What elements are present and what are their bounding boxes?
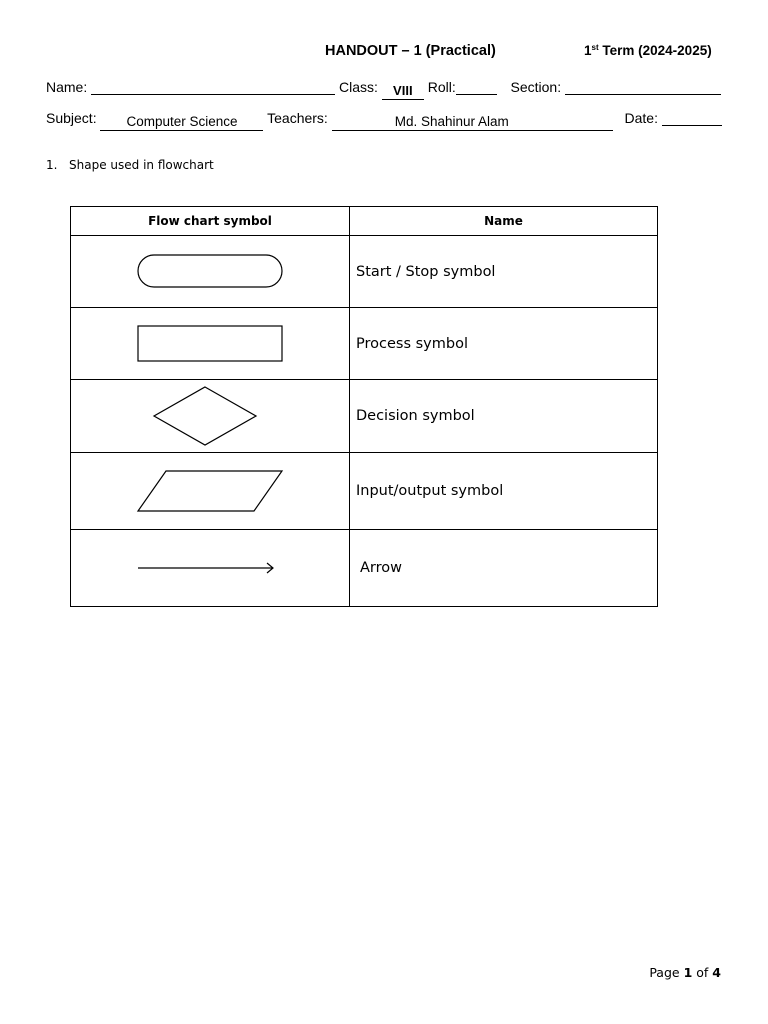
- arrow-icon: [135, 560, 285, 576]
- roll-field[interactable]: [456, 80, 497, 95]
- table-row: [71, 530, 658, 607]
- page-title: HANDOUT – 1 (Practical): [325, 43, 496, 59]
- diamond-icon: [135, 384, 285, 448]
- parallelogram-icon: [135, 468, 285, 514]
- name-label: Name:: [46, 79, 88, 95]
- term-label: 1st Term (2024-2025): [584, 43, 712, 58]
- table-row: [71, 453, 658, 530]
- symbol-cell: [71, 453, 350, 530]
- symbol-name: Start / Stop symbol: [350, 236, 658, 308]
- teachers-label: Teachers:: [267, 110, 328, 126]
- table-header-row: [71, 207, 658, 236]
- symbol-cell: [71, 236, 350, 308]
- section-label: Section:: [510, 79, 562, 95]
- symbol-cell: [71, 308, 350, 380]
- subject-value: Computer Science: [100, 114, 263, 131]
- oval-icon: [135, 252, 285, 292]
- symbol-name: Process symbol: [350, 308, 658, 380]
- question-1: [46, 158, 214, 172]
- name-field[interactable]: [91, 80, 335, 95]
- rectangle-icon: [135, 323, 285, 365]
- symbol-cell: [71, 530, 350, 607]
- teachers-value: Md. Shahinur Alam: [332, 114, 613, 131]
- page-number: Page 1 of 4: [649, 965, 721, 980]
- section-field[interactable]: [565, 80, 721, 95]
- class-label: Class:: [339, 79, 378, 95]
- symbol-name: Decision symbol: [350, 380, 658, 453]
- symbol-cell: [71, 380, 350, 453]
- question-number: 1.: [46, 158, 58, 172]
- table-row: [71, 308, 658, 380]
- flowchart-symbol-table: [70, 206, 658, 607]
- date-label: Date:: [624, 110, 658, 126]
- symbol-name: Arrow: [350, 530, 658, 607]
- roll-label: Roll:: [427, 79, 456, 95]
- column-header-symbol: Flow chart symbol: [71, 207, 350, 236]
- subject-label: Subject:: [46, 110, 97, 126]
- symbol-name: Input/output symbol: [350, 453, 658, 530]
- date-field[interactable]: [662, 111, 722, 126]
- course-info-row: [46, 110, 722, 131]
- question-text: Shape used in flowchart: [69, 158, 214, 172]
- column-header-name: Name: [350, 207, 658, 236]
- student-info-row: [46, 79, 721, 100]
- table-row: [71, 236, 658, 308]
- table-row: [71, 380, 658, 453]
- class-value: VIII: [382, 83, 424, 100]
